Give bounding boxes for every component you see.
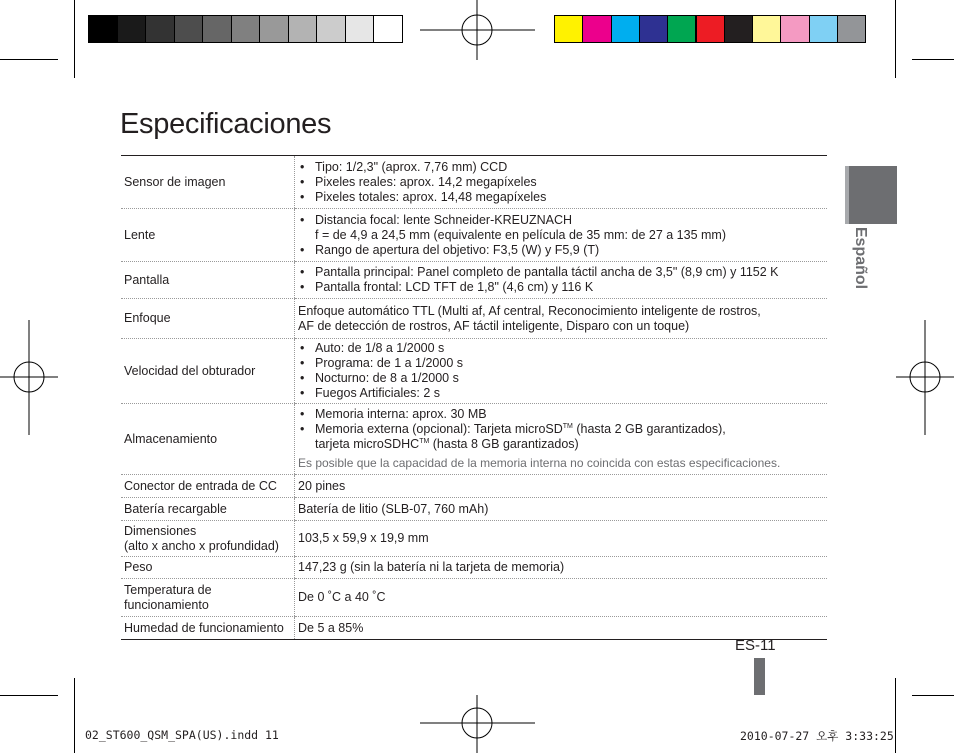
table-row: [121, 617, 827, 640]
page-number: ES-11: [735, 637, 776, 654]
list-item-subtext: f = de 4,9 a 24,5 mm (equivalente en película de 35 mm: de 27 a 135 mm): [315, 227, 726, 242]
color-swatch: [316, 15, 346, 43]
lens-list: [298, 213, 827, 258]
row-label: Batería recargable: [121, 498, 295, 521]
color-swatch: [809, 15, 838, 43]
page-tab-marker: [754, 658, 765, 695]
list-item: • Pixeles reales: aprox. 14,2 megapíxeles: [298, 175, 827, 190]
row-label: Almacenamiento: [121, 404, 295, 475]
color-swatch: [117, 15, 147, 43]
color-swatch: [174, 15, 204, 43]
registration-mark-left: [0, 320, 58, 435]
color-swatch: [611, 15, 640, 43]
row-value: De 5 a 85%: [295, 617, 828, 640]
table-row: [121, 209, 827, 262]
color-swatch: [837, 15, 866, 43]
color-swatch: [88, 15, 118, 43]
shutter-list: [298, 341, 827, 401]
row-label: Velocidad del obturador: [121, 339, 295, 404]
color-swatch: [145, 15, 175, 43]
table-row: [121, 156, 827, 209]
color-swatch: [780, 15, 809, 43]
storage-note: Es posible que la capacidad de la memoria interna no coincida con estas especificaciones.: [298, 456, 781, 470]
list-item: • Nocturno: de 8 a 1/2000 s: [298, 371, 827, 386]
list-item: • Rango de apertura del objetivo: F3,5 (W) y F5,9 (T): [298, 243, 827, 258]
table-row: [121, 339, 827, 404]
row-label: Peso: [121, 557, 295, 579]
list-item-text: Distancia focal: lente Schneider-KREUZNACH: [315, 212, 573, 227]
row-label: Temperatura de funcionamiento: [121, 579, 295, 617]
color-swatch: [554, 15, 583, 43]
color-swatch: [667, 15, 696, 43]
color-swatch: [345, 15, 375, 43]
color-swatch: [582, 15, 611, 43]
slug-file-name: 02_ST600_QSM_SPA(US).indd 11: [85, 728, 279, 742]
row-label: Humedad de funcionamiento: [124, 620, 284, 635]
row-value: De 0 ˚C a 40 ˚C: [295, 579, 828, 617]
slug-datetime: 2010-07-27 오후 3:33:25: [740, 729, 894, 743]
table-row: [121, 262, 827, 299]
list-item: • Memoria externa (opcional): Tarjeta microSD™ (hasta 2 GB garantizados), tarjeta microSDHC™ (hasta 8 GB garantizados): [298, 422, 827, 452]
sensor-list: [298, 160, 827, 205]
color-swatch: [259, 15, 289, 43]
color-swatch: [373, 15, 403, 43]
trademark-mark: TM: [562, 422, 573, 430]
table-row: [121, 521, 827, 557]
color-swatch: [639, 15, 668, 43]
registration-mark-right: [896, 320, 954, 435]
row-label: Enfoque: [121, 299, 295, 339]
table-row: [121, 475, 827, 498]
list-item: • Fuegos Artificiales: 2 s: [298, 386, 827, 401]
focus-value-line2: AF de detección de rostros, AF táctil inteligente, Disparo con un toque): [298, 318, 690, 333]
row-value: 20 pines: [295, 475, 828, 498]
list-item: • Programa: de 1 a 1/2000 s: [298, 356, 827, 371]
list-item: • Pixeles totales: aprox. 14,48 megapíxeles: [298, 190, 827, 205]
row-value: 103,5 x 59,9 x 19,9 mm: [295, 521, 828, 557]
side-tab-language-label: Español: [852, 226, 869, 290]
table-row: [121, 404, 827, 475]
color-swatch: [231, 15, 261, 43]
row-label: Lente: [121, 209, 295, 262]
side-tab-block: [849, 166, 897, 224]
table-row: [121, 498, 827, 521]
registration-mark-top: [420, 0, 535, 60]
list-item: • Auto: de 1/8 a 1/2000 s: [298, 341, 827, 356]
color-swatch: [202, 15, 232, 43]
table-row: [121, 579, 827, 617]
display-list: [298, 265, 827, 295]
list-item: • Tipo: 1/2,3" (aprox. 7,76 mm) CCD: [298, 160, 827, 175]
registration-mark-bottom: [420, 695, 535, 753]
color-swatch: [696, 15, 725, 43]
list-item: • Pantalla principal: Panel completo de pantalla táctil ancha de 3,5" (8,9 cm) y 1152 K: [298, 265, 827, 280]
table-row: [121, 557, 827, 579]
row-value: 147,23 g (sin la batería ni la tarjeta de memoria): [295, 557, 828, 579]
page-title: Especificaciones: [120, 108, 332, 140]
specifications-table: [121, 155, 827, 640]
row-label: Sensor de imagen: [121, 156, 295, 209]
focus-value-line1: Enfoque automático TTL (Multi af, Af central, Reconocimiento inteligente de rostros,: [298, 303, 761, 318]
list-item: [298, 213, 827, 243]
row-label: Conector de entrada de CC: [121, 475, 295, 498]
row-label: Dimensiones (alto x ancho x profundidad): [121, 521, 295, 557]
row-label: Pantalla: [121, 262, 295, 299]
color-swatch: [752, 15, 781, 43]
list-item: • Memoria interna: aprox. 30 MB: [298, 407, 827, 422]
table-row: [121, 299, 827, 339]
row-value: Batería de litio (SLB-07, 760 mAh): [295, 498, 828, 521]
color-swatch: [724, 15, 753, 43]
list-item: • Pantalla frontal: LCD TFT de 1,8" (4,6 cm) y 116 K: [298, 280, 827, 295]
storage-list: [298, 407, 827, 452]
trademark-mark: TM: [419, 437, 430, 445]
color-swatch: [288, 15, 318, 43]
